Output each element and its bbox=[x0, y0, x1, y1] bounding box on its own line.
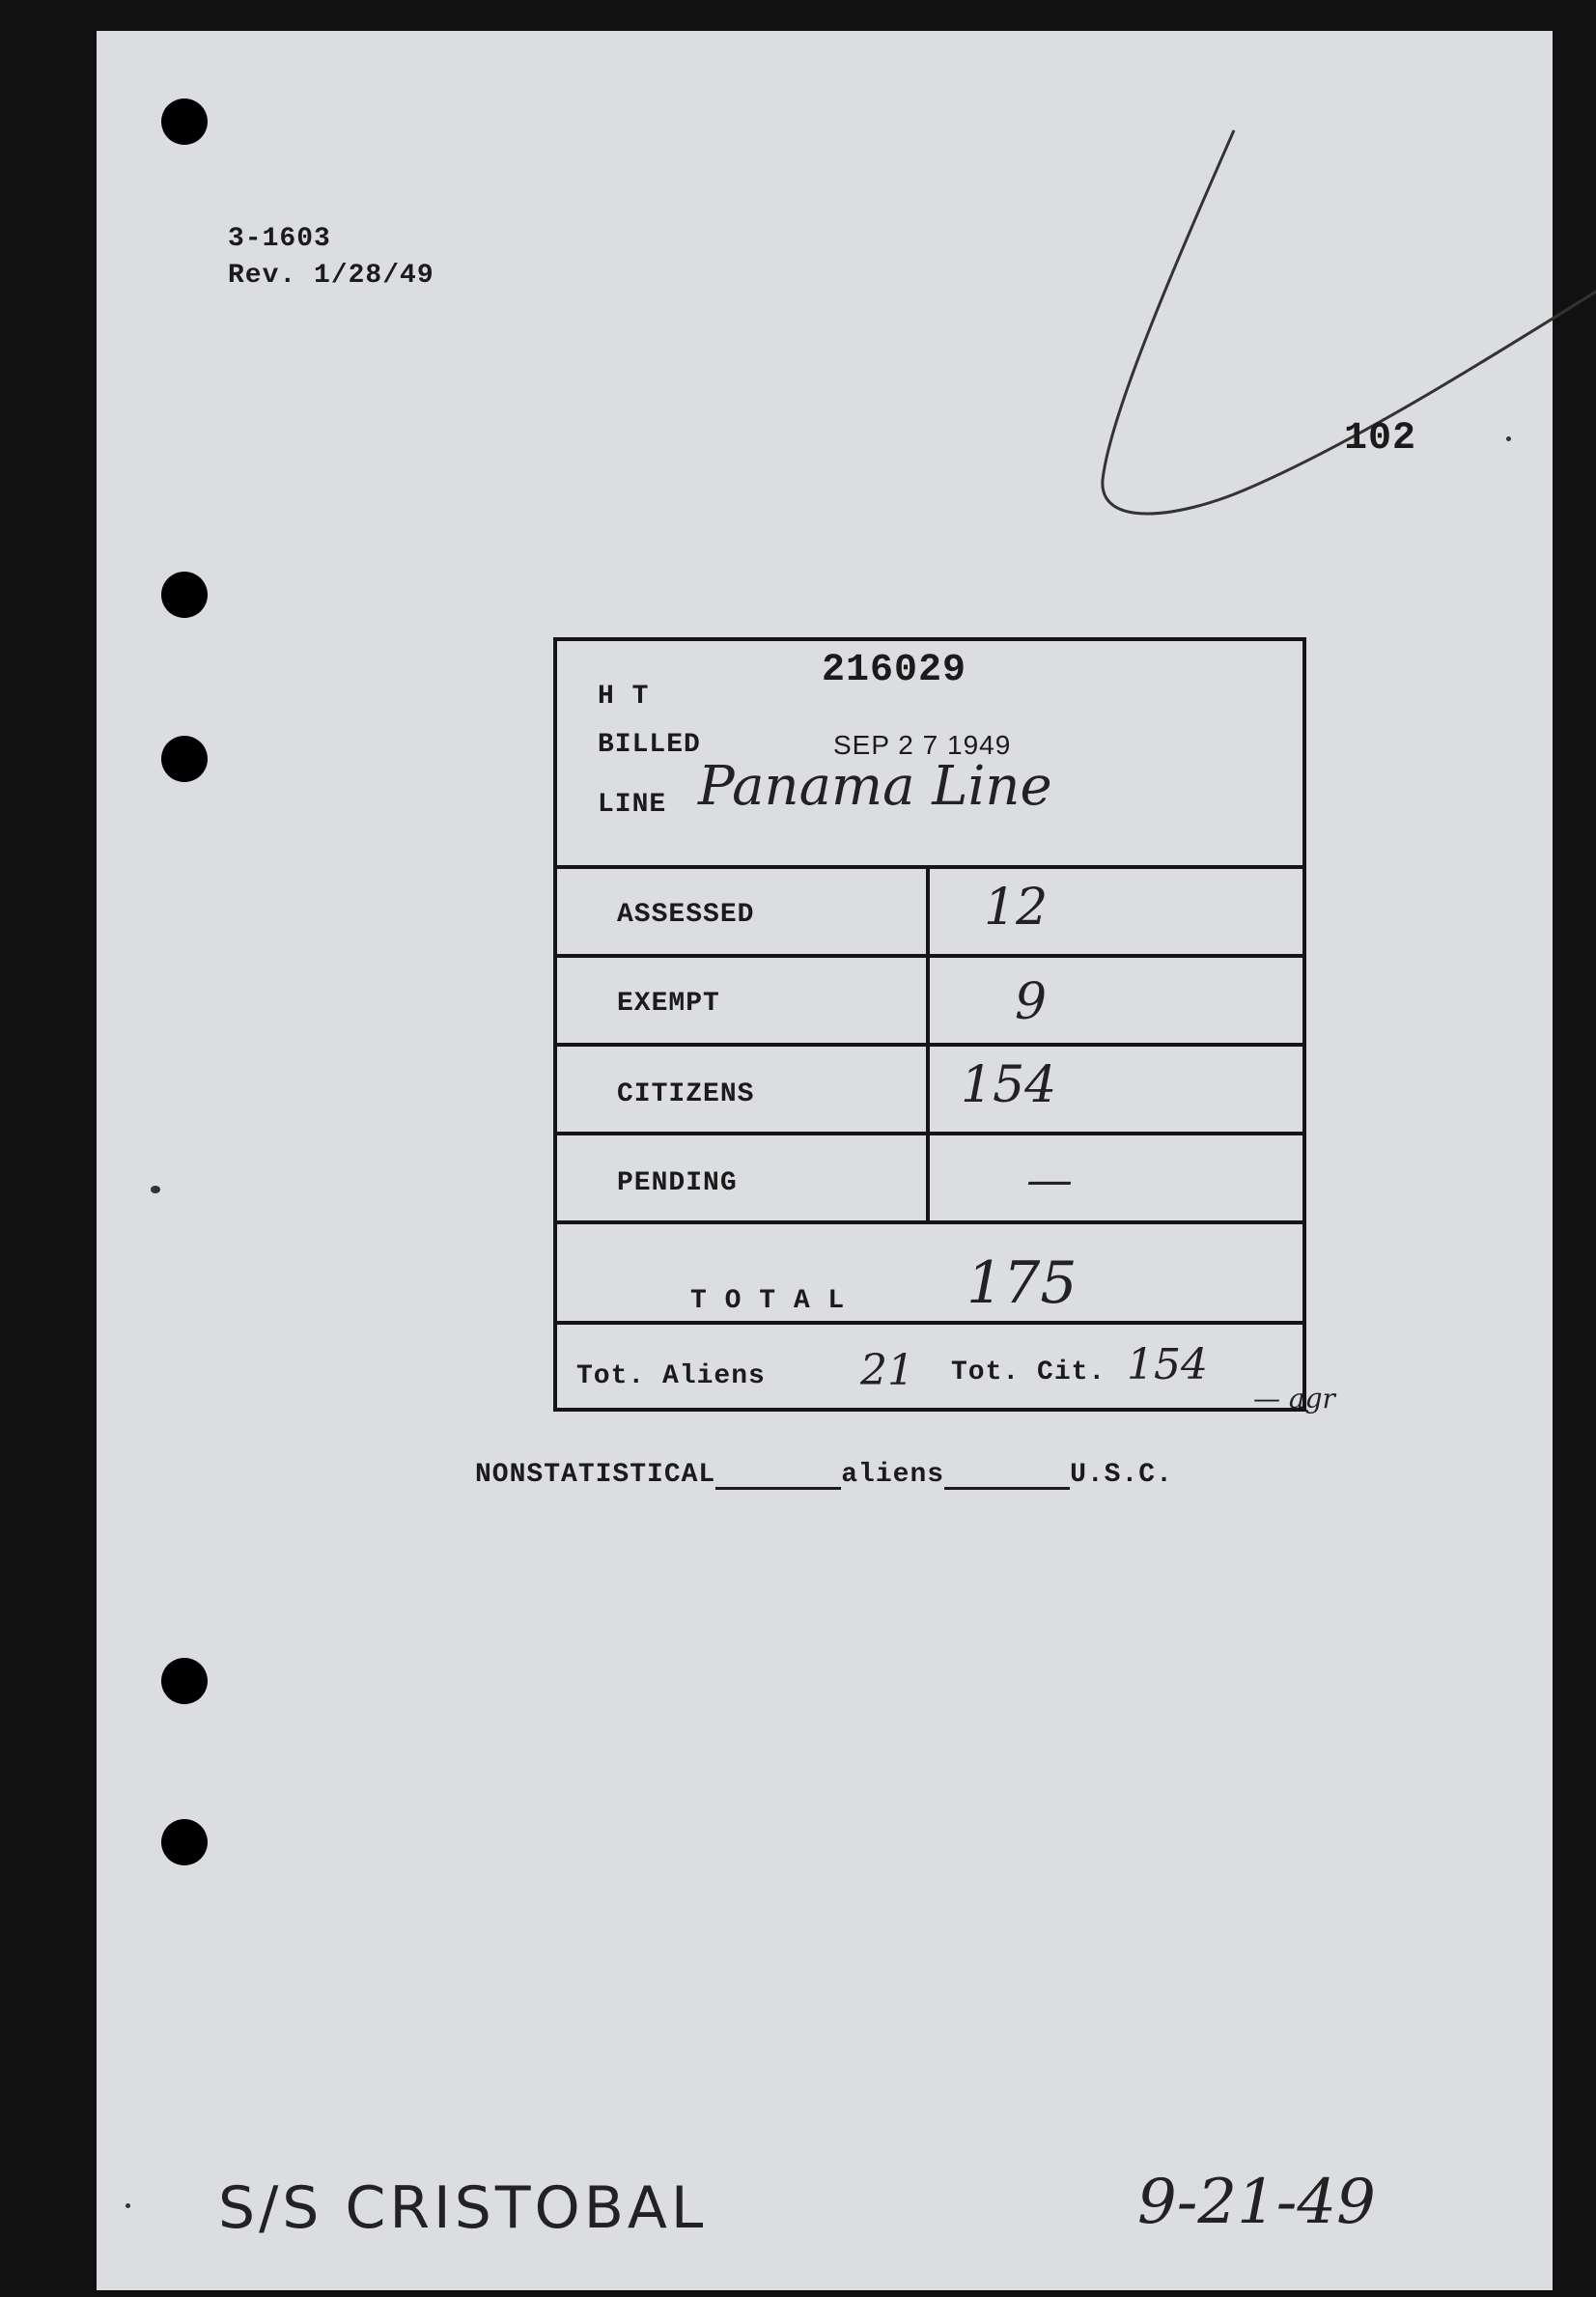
ht-label: H T bbox=[598, 682, 650, 712]
ship-name: S/S CRISTOBAL bbox=[218, 2174, 708, 2242]
row-value-citizens: 154 bbox=[961, 1056, 1057, 1114]
binder-hole bbox=[161, 572, 208, 618]
form-revision: Rev. 1/28/49 bbox=[228, 261, 434, 291]
total-value: 175 bbox=[966, 1249, 1078, 1317]
clerk-initials: — agr bbox=[1253, 1383, 1335, 1415]
stray-mark bbox=[126, 2203, 130, 2208]
billed-label: BILLED bbox=[598, 730, 701, 760]
row-value-assessed: 12 bbox=[984, 879, 1049, 937]
stray-mark bbox=[151, 1186, 160, 1193]
row-label-citizens: CITIZENS bbox=[617, 1079, 755, 1109]
aliens-blank-field bbox=[715, 1466, 841, 1490]
arrival-date: 9-21-49 bbox=[1137, 2167, 1376, 2238]
stray-mark bbox=[1506, 436, 1511, 441]
row-value-pending: — bbox=[1026, 1153, 1073, 1207]
binder-hole bbox=[161, 1819, 208, 1865]
tabulation-box bbox=[553, 637, 1306, 1412]
row-value-exempt: 9 bbox=[1015, 973, 1048, 1031]
line-label: LINE bbox=[598, 790, 667, 820]
total-label: T O T A L bbox=[690, 1286, 846, 1316]
binder-hole bbox=[161, 1658, 208, 1704]
nonstatistical-line bbox=[475, 1460, 1173, 1490]
aliens-label: aliens bbox=[841, 1460, 945, 1490]
document-page bbox=[97, 31, 1553, 2290]
binder-hole bbox=[161, 98, 208, 145]
form-number: 3-1603 bbox=[228, 224, 331, 254]
usc-label: U.S.C. bbox=[1070, 1460, 1173, 1490]
line-value-handwritten: Panama Line bbox=[698, 755, 1052, 818]
total-aliens-value: 21 bbox=[860, 1346, 914, 1395]
row-label-pending: PENDING bbox=[617, 1168, 738, 1198]
total-aliens-label: Tot. Aliens bbox=[576, 1361, 766, 1391]
billed-date-stamp: SEP 2 7 1949 bbox=[833, 730, 1012, 760]
usc-blank-field bbox=[944, 1466, 1070, 1490]
nonstatistical-label: NONSTATISTICAL bbox=[475, 1460, 716, 1490]
total-citizens-label: Tot. Cit. bbox=[951, 1358, 1106, 1387]
serial-number: 216029 bbox=[822, 649, 967, 692]
total-citizens-value: 154 bbox=[1127, 1340, 1208, 1389]
binder-hole bbox=[161, 736, 208, 782]
row-label-assessed: ASSESSED bbox=[617, 900, 755, 930]
row-label-exempt: EXEMPT bbox=[617, 989, 720, 1019]
check-mark-icon bbox=[1091, 123, 1596, 547]
page-number: 102 bbox=[1344, 417, 1417, 461]
